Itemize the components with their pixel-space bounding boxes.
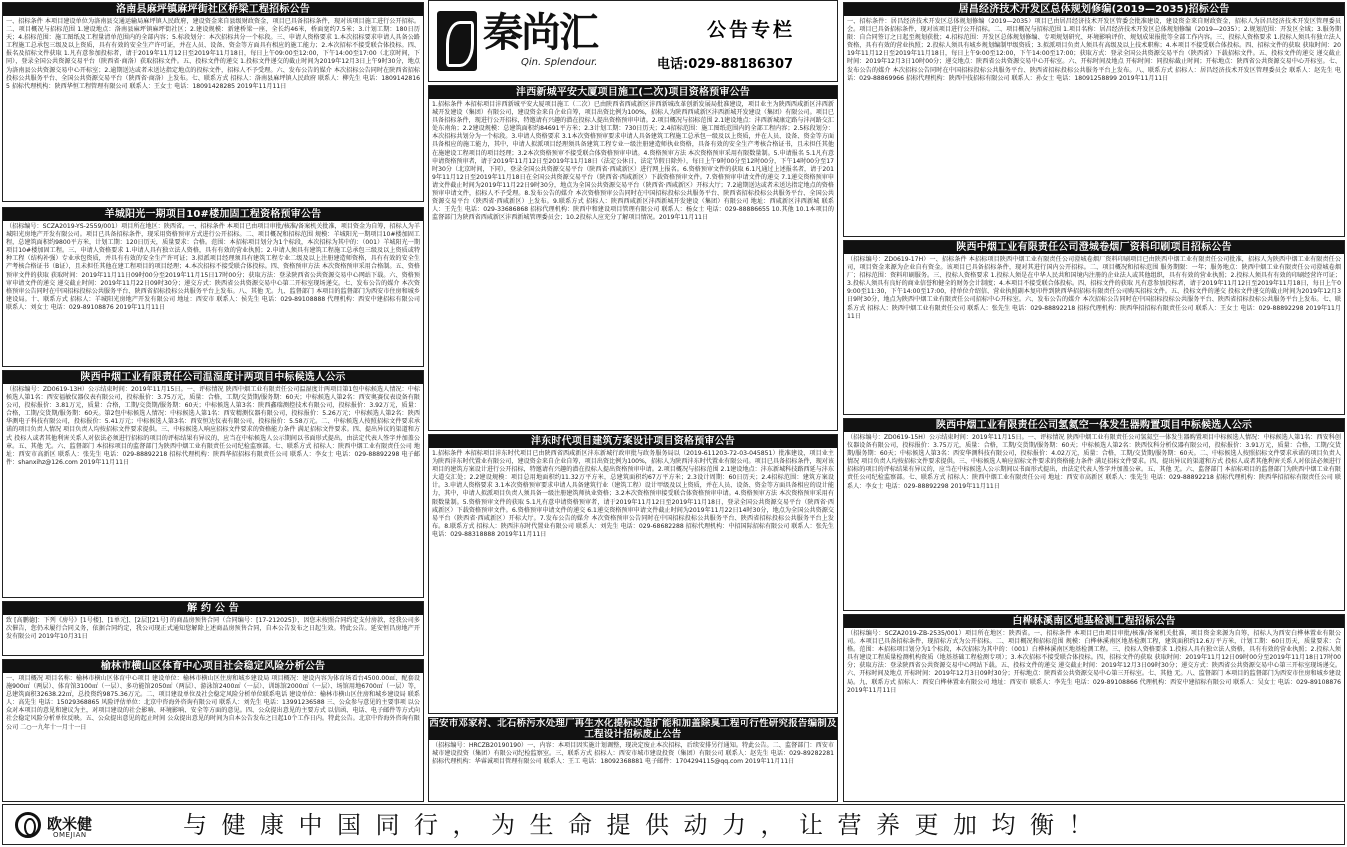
notice-hengshan-sports-center (2, 659, 424, 802)
notice-body: （招标编号：ZD0619-17H）一、招标条件 本招标项目陕西中烟工业有限责任公司澄城卷烟厂资料印刷项目已由陕西中烟工业有限责任公司批准，招标人为陕西中烟工业有限责任公司，项目资金来源为企业自有资金。该项目已具备招标条件，现对其进行国内公开招标。二、项目概况和招标范围 服务期限：一年；服务地点：陕西中烟工业有限责任公司澄城卷烟厂；招标范围：资料印刷服务。三、投标人资格要求 1.投标人须是在中华人民共和国境内注册的企业法人或其他组织，具有有效的营业执照；2.投标人须具有有效的印刷经营许可证；3.投标人须具有良好的商业信誉和健全的财务会计制度；4.本项目不接受联合体投标。四、招标文件的获取 凡有意参加投标者，请于2019年11月12日至2019年11月18日，每日上午09:00至11:30，下午14:00至17:00，持单位介绍信、营业执照副本复印件到陕西华招招标有限责任公司购买招标文件。五、投标文件的递交 投标文件递交的截止时间为2019年12月3日9时30分，地点为陕西中烟工业有限责任公司招标中心开标室。六、发布公告的媒介 本次招标公告同时在中国招标投标公共服务平台、陕西省招标投标公共服务平台上发布。七、联系方式 招标人：陕西中烟工业有限责任公司 联系人：张先生 电话：029-88892218 招标代理机构：陕西华招招标有限责任公司 联系人：王女士 电话：029-88892298 2019年11月11日 (847, 256, 1341, 320)
brand-logo-icon (437, 11, 477, 71)
announcement-header (428, 0, 838, 82)
notice-title: 羊城阳光一期项目10#楼加固工程资格预审公告 (3, 208, 423, 221)
notice-body: 致 [高鹏德]：下列《房号》[1号楼]、[1单元]、[2层][21号] 的商品房预售合同（合同编号：[17-212025]），因您未按照合同约定支付房款，经我公司多次催告，您仍未履行合同义务，依据合同约定，我公司现正式通知您解除上述商品房预售合同，自本公告发布之日起生效。特此公告。延安恒昌房地产开发有限公司 2019年10月31日 (6, 617, 420, 641)
notice-baihualin-foundation (843, 614, 1345, 802)
notice-title: 白桦林溪南区地基检测工程招标公告 (844, 615, 1344, 628)
notice-hydrogen-generator (843, 418, 1345, 611)
notice-sewage-plant-abolition (428, 717, 838, 802)
notice-title: 解 约 公 告 (3, 602, 423, 615)
footer-brand-name: 欧米健 (47, 815, 93, 833)
notice-body: （招标编号：SCZA2019-YS-2559/001）项目所在地区：陕西省。一、招标条件 本项目已由项目审批/核准/备案机关批准，项目资金为自筹，招标人为羊城阳光房地产开发有限公司。项目已具备招标条件，现采用资格预审方式进行公开招标。二、项目概况和招标范围 规模：羊城阳光一期项目10#楼加固工程，总建筑面积约9800平方米，计划工期：120日历天，质量要求：合格。范围：本招标项目划分为1个标段，本次招标为其中的：（001）羊城阳光一期项目10#楼加固工程。三、申请人资格要求 1.申请人具有独立法人资格，具有有效的营业执照；2.申请人须具有建筑工程施工总承包三级及以上资质或特种工程（结构补强）专业承包资质，并具有有效的安全生产许可证；3.拟派项目经理须具有建筑工程专业二级及以上注册建造师资格，具有有效的安全生产考核合格证书（B证），且未担任其他在建工程项目的项目经理；4.本次招标不接受联合体投标。四、资格预审方法 本次资格预审采用合格制。五、资格预审文件的获取 获取时间：2019年11月11日09时00分至2019年11月15日17时00分；获取方法：登录陕西省公共资源交易中心网站下载。六、资格预审申请文件的递交 递交截止时间：2019年11月22日09时30分；递交方式：陕西省公共资源交易中心第二开标室现场递交。七、发布公告的媒介 本次资格预审公告同时在中国招标投标公共服务平台、陕西省招标投标公共服务平台上发布。八、其他 无。九、监督部门 本项目的监督部门为西安市住房和城乡建设局。十、联系方式 招标人：羊城阳光房地产开发有限公司 地址：西安市 联系人：侯先生 电话：029-89108888 代理机构：西安中建招标有限公司 联系人：刘女士 电话：029-89108876 2019年11月11日 (6, 223, 420, 311)
notice-title: 洛南县麻坪镇麻坪街社区桥梁工程招标公告 (3, 3, 423, 16)
omejian-logo-icon (15, 812, 41, 838)
footer-slogan: 与健康中国同行，为生命提供动力，让营养更加均衡！ (183, 811, 1107, 839)
notice-title: 陕西中烟工业有限责任公司温湿度计两项目中标候选人公示 (3, 371, 423, 384)
notice-luonan-bridge (2, 2, 424, 202)
brand-logo (435, 5, 655, 79)
footer-advertisement (2, 804, 1345, 845)
brand-logo-subtitle: Qin. Splendour. (521, 57, 598, 68)
notice-title: 西安市邓家村、北石桥污水处理厂再生水化提标改造扩能和加盖除臭工程可行性研究报告编制及工程设计招标废止公告 (429, 718, 837, 740)
notice-title: 沣西新城平安大厦项目施工(二次)项目资格预审公告 (429, 86, 837, 99)
notice-body: （招标编号：ZD0619-13H）公示结束时间：2019年11月15日。一、评标情况 陕西中烟工业有限责任公司温湿度计两项目第1包中标候选人情况：中标候选人第1名：西安福敏仪器仪表有限公司，投标报价：3.75万元，质量：合格，工期/交货期/服务期：60天；中标候选人第2名：西安奥赛仪表设备有限公司，投标报价：3.81万元，质量：合格，工期/交货期/服务期：60天；中标候选人第3名：陕西鑫瑞测控技术有限公司，投标报价：3.92万元，质量：合格，工期/交货期/服务期：60天。第2包中标候选人情况：中标候选人第1名：西安精测仪器有限公司，投标报价：5.26万元；中标候选人第2名：陕西华测电子科技有限公司，投标报价：5.41万元；中标候选人第3名：西安恒达仪表有限公司，投标报价：5.58万元。二、中标候选人按照招标文件要求承诺的项目负责人情况 项目负责人均按招标文件要求提供。三、中标候选人响应招标文件要求的资格能力条件 满足招标文件要求。四、提出异议的渠道和方式 投标人或者其他利害关系人对依法必须进行招标的项目的评标结果有异议的，应当在中标候选人公示期间以书面形式提出，由法定代表人签字并加盖公章。五、其他 无。六、监督部门 本招标项目的监督部门为陕西中烟工业有限责任公司纪检监察部。七、联系方式 招标人：陕西中烟工业有限责任公司 地址：西安市高新区 联系人：张先生 电话：029-88892218 招标代理机构：陕西华招招标有限责任公司 联系人：李女士 电话：029-88892298 电子邮件：shanxihz@126.com 2019年11月11日 (6, 386, 420, 466)
notice-body: 一、招标条件：居昌经济技术开发区总体规划修编（2019—2035）项目已由居昌经济技术开发区管委会批准建设，建设资金来自财政资金，招标人为居昌经济技术开发区管理委员会。项目已具备招标条件，现对该项目进行公开招标。二、项目概况与招标范围 1.项目名称：居昌经济技术开发区总体规划修编（2019—2035）；2.规划范围：开发区全域；3.服务期限：自合同签订之日起至规划获批；4.招标范围：开发区总体规划修编、专项规划研究、环境影响评价、规划成果报批等全部工作内容。三、投标人资格要求 1.投标人须具有独立法人资格，具有有效的营业执照；2.投标人须具有城乡规划编制甲级资质；3.拟派项目负责人须具有高级及以上技术职称；4.本项目不接受联合体投标。四、招标文件的获取 获取时间：2019年11月12日至2019年11月18日，每日上午9:00至12:00，下午14:00至17:00；获取方式：登录全国公共资源交易平台（陕西省）下载招标文件。五、投标文件的递交 递交截止时间：2019年12月3日10时00分；递交地点：陕西省公共资源交易中心开标室。六、开标时间及地点 开标时间：同投标截止时间；开标地点：陕西省公共资源交易中心开标室。七、发布公告的媒介 本次招标公告同时在中国招标投标公共服务平台、陕西省招标投标公共服务平台上发布。八、联系方式 招标人：居昌经济技术开发区管理委员会 联系人：赵先生 电话：029-88869966 招标代理机构：陕西中技招标有限公司 联系人：孙女士 电话：18091258899 2019年11月11日 (847, 18, 1341, 82)
notice-body: （招标编号：SCZA2019-ZB-2535/001）项目所在地区：陕西省。一、招标条件 本项目已由项目审批/核准/备案机关批准，项目资金来源为自筹，招标人为西安白桦林置业有限公司。本项目已具备招标条件，现招标方式为公开招标。二、项目概况和招标范围 规模：白桦林溪南区地基检测工程，建筑面积约12.6万平方米，计划工期：60日历天，质量要求：合格。范围：本招标项目划分为1个标段，本次招标为其中的：（001）白桦林溪南区地基检测工程。三、投标人资格要求 1.投标人具有独立法人资格，具有有效的营业执照；2.投标人须具有建设工程质量检测机构资质（地基基础工程检测专项）；3.本次招标不接受联合体投标。四、招标文件的获取 获取时间：2019年11月12日09时00分至2019年11月18日17时00分；获取方法：登录陕西省公共资源交易中心网站下载。五、投标文件的递交 递交截止时间：2019年12月3日09时30分；递交方式：陕西省公共资源交易中心第三开标室现场递交。六、开标时间及地点 开标时间：2019年12月3日09时30分；开标地点：陕西省公共资源交易中心第三开标室。七、其他 无。八、监督部门 本项目的监督部门为西安市住房和城乡建设局。九、联系方式 招标人：西安白桦林置业有限公司 地址：西安市 联系人：李先生 电话：029-89108866 代理机构：西安中建招标有限公司 联系人：吴女士 电话：029-89108876 2019年11月11日 (847, 630, 1341, 694)
notice-body: （招标编号：ZD0619-15H）公示结束时间：2019年11月15日。一、评标情况 陕西中烟工业有限责任公司氢氦空一体发生器购置项目中标候选人情况：中标候选人第1名：西安科创仪器设备有限公司，投标报价：3.75万元，质量：合格，工期/交货期/服务期：60天；中标候选人第2名：陕西仪科分析仪器有限公司，投标报价：3.91万元，质量：合格，工期/交货期/服务期：60天；中标候选人第3名：西安华测科技有限公司，投标报价：4.02万元，质量：合格，工期/交货期/服务期：60天。二、中标候选人按照招标文件要求承诺的项目负责人情况 项目负责人均按招标文件要求提供。三、中标候选人响应招标文件要求的资格能力条件 满足招标文件要求。四、提出异议的渠道和方式 投标人或者其他利害关系人对依法必须进行招标的项目的评标结果有异议的，应当在中标候选人公示期间以书面形式提出，由法定代表人签字并加盖公章。五、其他 无。六、监督部门 本招标项目的监督部门为陕西中烟工业有限责任公司纪检监察部。七、联系方式 招标人：陕西中烟工业有限责任公司 地址：西安市高新区 联系人：张先生 电话：029-88892218 招标代理机构：陕西华招招标有限责任公司 联系人：李女士 电话：029-88892298 2019年11月11日 (847, 434, 1341, 490)
column-title: 公告专栏 (707, 19, 796, 41)
notice-body: 1.招标条件 本招标项目沣西新城平安大厦项目施工（二次）已由陕西省西咸新区沣西新城改革创新发展局批准建设，项目业主为陕西西咸新区沣西新城开发建设（集团）有限公司，建设资金来自企业自筹，项目出资比例为100%，招标人为陕西西咸新区沣西新城开发建设（集团）有限公司。项目已具备招标条件，现进行公开招标，特邀请有兴趣的潜在投标人提出资格预审申请。2.项目概况与招标范围 2.1建设地点：沣西新城康定路与沣河路交汇处东南角；2.2建设规模：总建筑面积约84691平方米；2.3计划工期：730日历天；2.4招标范围：施工图纸范围内的全部工程内容；2.5标段划分：本次招标共划分为一个标段。3.申请人资格要求 3.1本次资格预审要求申请人具备建筑工程施工总承包一级及以上资质，并在人员、设备、资金等方面具备相应的施工能力，其中，申请人拟派项目经理须具备建筑工程专业一级注册建造师执业资格，具备有效的安全生产考核合格证书，且未担任其他在施建设工程项目的项目经理；3.2本次资格预审不接受联合体资格预审申请。4.资格预审方法 本次资格预审采用有限数量制。5.申请报名 5.1凡有意申请资格预审者，请于2019年11月12日至2019年11月18日（法定公休日、法定节假日除外），每日上午9时00分至12时00分，下午14时00分至17时30分（北京时间，下同），登录全国公共资源交易平台（陕西省·西咸新区）进行网上报名。6.资格预审文件的获取 6.1凡通过上述报名者，请于2019年11月12日至2019年11月18日在全国公共资源交易平台（陕西省·西咸新区）下载资格预审文件。7.资格预审申请文件的递交 7.1递交资格预审申请文件截止时间为2019年11月22日9时30分，地点为全国公共资源交易平台（陕西省·西咸新区）开标大厅；7.2逾期送达或者未送达指定地点的资格预审申请文件，招标人不予受理。8.发布公告的媒介 本次资格预审公告同时在中国招标投标公共服务平台、陕西省招标投标公共服务平台、全国公共资源交易平台（陕西省·西咸新区）上发布。9.联系方式 招标人：陕西西咸新区沣西新城开发建设（集团）有限公司 地址：西咸新区沣西新城 联系人：王先生 电话：029-33686868 招标代理机构：陕西中和建设项目管理有限公司 联系人：杨女士 电话：029-88886655 10.其他 10.1本项目的监督部门为陕西省西咸新区沣西新城管理委员会；10.2投标人应充分了解项目情况。2019年11月11日 (432, 101, 834, 222)
footer-brand-logo (15, 811, 155, 841)
notice-body: 1.招标条件 本招标项目沣东时代项目已由陕西省西咸新区沣东新城行政审批与政务服务局以（2019-611203-72-03-045851）批准建设，项目业主为陕西沣东时代置业有限公司，建设资金来自企业自筹，项目出资比例为100%，招标人为陕西沣东时代置业有限公司。项目已具备招标条件，现对该项目的建筑方案设计进行公开招标，特邀请有兴趣的潜在投标人提出资格预审申请。2.项目概况与招标范围 2.1建设地点：沣东新城科技路西延与沣东大道交汇处；2.2建设规模：项目总用地面积约11.32万平方米，总建筑面积约67万平方米；2.3设计周期：60日历天；2.4招标范围：建筑方案设计。3.申请人资格要求 3.1本次资格预审要求申请人具备建筑行业（建筑工程）设计甲级及以上资质，并在人员、设备、资金等方面具备相应的设计能力，其中，申请人拟派项目负责人须具备一级注册建筑师执业资格；3.2本次资格预审接受联合体资格预审申请。4.资格预审方法 本次资格预审采用有限数量制。5.资格预审文件的获取 5.1凡有意申请资格预审者，请于2019年11月12日至2019年11月18日，登录全国公共资源交易平台（陕西省·西咸新区）下载资格预审文件。6.资格预审申请文件的递交 6.1递交资格预审申请文件截止时间为2019年11月22日14时30分，地点为全国公共资源交易平台（陕西省·西咸新区）开标大厅。7.发布公告的媒介 本次资格预审公告同时在中国招标投标公共服务平台、陕西省招标投标公共服务平台上发布。8.联系方式 招标人：陕西沣东时代置业有限公司 联系人：刘先生 电话：029-68682288 招标代理机构：中招国际招标有限公司 联系人：张先生 电话：029-88318888 2019年11月11日 (432, 450, 834, 538)
footer-brand-english: OMEJIAN (53, 831, 87, 839)
notice-yangcheng-reinforcement (2, 207, 424, 367)
notice-title: 沣东时代项目建筑方案设计项目资格预审公告 (429, 435, 837, 448)
notice-shaanxi-tobacco-hygrometer (2, 370, 424, 598)
notice-title: 居昌经济技术开发区总体规划修编(2019—2035)招标公告 (844, 3, 1344, 16)
notice-title: 陕西中烟工业有限责任公司澄城卷烟厂资料印刷项目招标公告 (844, 241, 1344, 254)
brand-logo-text: 秦尚汇 (483, 9, 597, 56)
notice-title: 陕西中烟工业有限责任公司氢氦空一体发生器购置项目中标候选人公示 (844, 419, 1344, 432)
notice-body: 一、项目概况 项目名称：榆林市横山区体育中心项目 建设单位：榆林市横山区住房和城乡建设局 项目概况：建设内容为体育场看台4500.00㎡、配套设施900㎡（两层）、体育馆3100㎡（一层）、多功能馆2050㎡（两层）、游泳馆2400㎡（一层）、训练馆2000㎡（一层）、场馆用地6700㎡（一层）等，总建筑面积32638.22㎡，总投资约9875.36万元。二、项目建设单位及社会稳定风险分析单位联系电话 建设单位：榆林市横山区住房和城乡建设局 联系人：高先生 电话：15029368865 风险评估单位：北京中咨海外咨询有限公司 联系人：刘先生 电话：13991236588 三、公众参与意见的主要事项 以公众对本项目的意见和建议为主，对项目建设的社会影响、环境影响、安全等方面的意见。四、公众提出意见的主要方式 以信函、电话、电子邮件等方式向社会稳定风险分析单位反映。五、公众提出意见的起止时间 公众提出意见的时间为自本公告发布之日起10个工作日内。特此公告。北京中咨海外咨询有限公司 二○一九年十一月十一日 (6, 675, 420, 731)
notice-title: 榆林市横山区体育中心项目社会稳定风险分析公告 (3, 660, 423, 673)
notice-fengxi-pingan-tower (428, 85, 838, 431)
notice-chengcheng-printing (843, 240, 1345, 415)
notice-juchang-master-plan (843, 2, 1345, 237)
contact-phone: 电话:029-88186307 (657, 57, 794, 72)
notice-contract-termination (2, 601, 424, 656)
notice-body: 一、招标条件 本项目建设单位为洛南县交通运输局麻坪镇人民政府，建设资金来自县级财政资金，项目已具备招标条件，现对该项目施工进行公开招标。二、项目概况与招标范围 1.建设地点：洛南县麻坪镇麻坪街社区；2.建设规模：新建桥梁一座，全长约46米，桥面宽约7.5米；3.计划工期：180日历天；4.招标范围：施工图纸及工程量清单范围内的全部内容；5.标段划分：本次招标共分一个标段。三、申请人资格要求 1.本次招标要求申请人具备公路工程施工总承包三级及以上资质，具有有效的安全生产许可证，并在人员、设备、资金等方面具有相应的施工能力；2.本次招标不接受联合体投标。四、报名及招标文件获取 1.凡有意参加投标者，请于2019年11月12日至2019年11月18日，每日上午09:00至12:00，下午14:00至17:00（北京时间，下同），登录全国公共资源交易平台（陕西省·商洛）获取招标文件。五、投标文件的递交 1.投标文件递交的截止时间为2019年12月3日上午9时30分，地点为洛南县公共资源交易中心开标室；2.逾期送达或者未送达指定地点的投标文件，招标人不予受理。六、发布公告的媒介 本次招标公告同时在陕西省招标投标公共服务平台、全国公共资源交易平台（陕西省·商洛）上发布。七、联系方式 招标人：洛南县麻坪镇人民政府 联系人：柳先生 电话：18091428165 招标代理机构：陕西华恒工程管理有限公司 联系人：王女士 电话：18091428285 2019年11月11日 (6, 18, 420, 90)
notice-body: （招标编号：HRCZB20190190）一、内容：本项目因实施计划调整，现决定废止本次招标，后续安排另行通知。特此公告。二、监督部门：西安市城市建设投资（集团）有限公司纪检监察室。三、联系方式 招标人：西安市城市建设投资（集团）有限公司 联系人：赵先生 电话：029-89282281 招标代理机构：华睿诚项目管理有限公司 联系人：王工 电话：18092368881 电子邮件：1704294115@qq.com 2019年11月11日 (432, 742, 834, 766)
notice-fengdong-era-design (428, 434, 838, 714)
